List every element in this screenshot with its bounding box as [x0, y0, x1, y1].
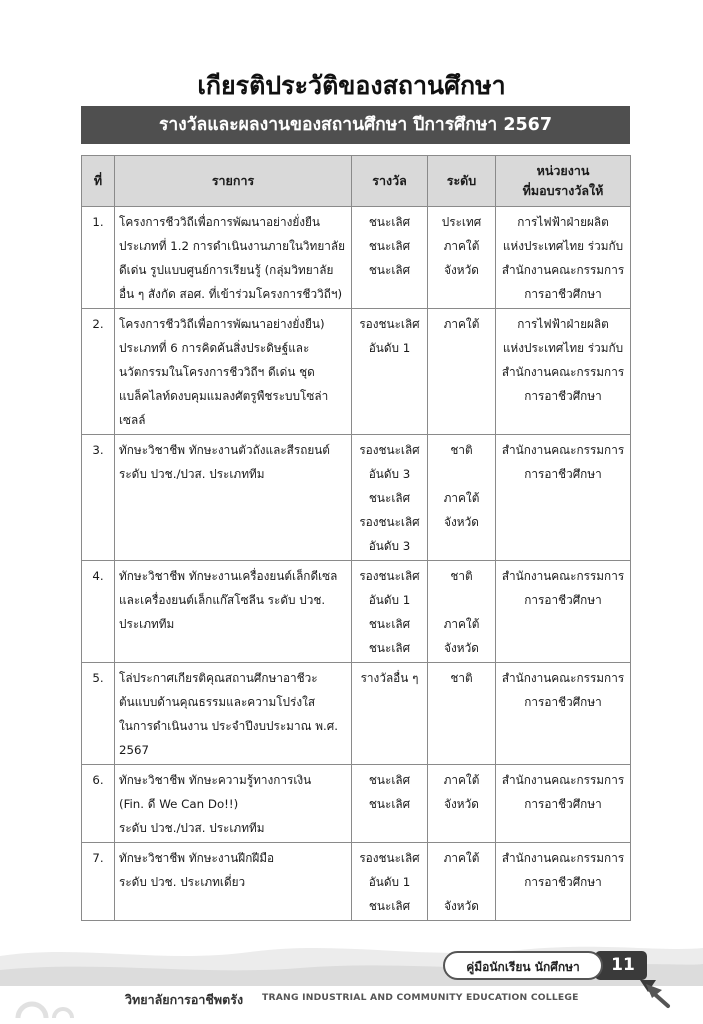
agency-line: สำนักงานคณะกรรมการ: [501, 443, 625, 457]
row-award: [352, 765, 428, 843]
agency-line: การไฟฟ้าฝ่ายผลิต: [517, 215, 609, 229]
agency-line: แห่งประเทศไทย ร่วมกับ: [502, 341, 624, 355]
page-title: เกียรติประวัติของสถานศึกษา: [197, 71, 506, 100]
level-line: ประเทศ: [441, 215, 482, 229]
agency-line: การอาชีวศึกษา: [524, 389, 602, 403]
item-line: ประเภทที่ 6 การคิดค้นสิ่งประดิษฐ์และ: [119, 341, 310, 355]
row-level: [428, 309, 496, 435]
table-row: [82, 765, 631, 843]
item-line: ระดับ ปวช. ประเภทเดี่ยว: [119, 875, 246, 889]
level-line: ภาคใต้: [443, 239, 480, 253]
table-row: [82, 843, 631, 921]
row-agency: [496, 207, 631, 309]
award-line: รองชนะเลิศ: [359, 515, 420, 529]
col-header-item: รายการ: [115, 156, 352, 207]
award-line: อันดับ 1: [368, 341, 411, 355]
award-line: ชนะเลิศ: [368, 215, 411, 229]
row-level: [428, 435, 496, 561]
item-line: (Fin. ดี We Can Do!!): [119, 797, 239, 811]
row-number: 5.: [82, 663, 115, 765]
item-line: อื่น ๆ สังกัด สอศ. ที่เข้าร่วมโครงการชีววิถีฯ): [119, 287, 343, 301]
col-header-agency: [496, 156, 631, 207]
award-line: อันดับ 1: [368, 875, 411, 889]
level-line: ภาคใต้: [443, 617, 480, 631]
award-line: อันดับ 3: [368, 539, 411, 553]
item-line: ต้นแบบด้านคุณธรรมและความโปร่งใส: [119, 695, 316, 709]
award-line: รางวัลอื่น ๆ: [360, 671, 419, 685]
handbook-label: คู่มือนักเรียน นักศึกษา: [443, 951, 603, 980]
row-number: 7.: [82, 843, 115, 921]
item-line: ประเภททีม: [119, 617, 175, 631]
row-number: 3.: [82, 435, 115, 561]
row-item: [115, 663, 352, 765]
agency-line: การอาชีวศึกษา: [524, 797, 602, 811]
col-header-agency-line2: ที่มอบรางวัลให้: [522, 183, 604, 198]
row-number: 6.: [82, 765, 115, 843]
award-line: อันดับ 1: [368, 593, 411, 607]
agency-line: สำนักงานคณะกรรมการ: [501, 263, 625, 277]
college-name-thai: วิทยาลัยการอาชีพตรัง: [125, 992, 244, 1007]
row-item: [115, 435, 352, 561]
agency-line: การอาชีวศึกษา: [524, 593, 602, 607]
item-line: แบล็คไลท์ดงบคุมแมลงศัตรูพืชระบบโซล่า: [119, 389, 329, 403]
row-agency: [496, 561, 631, 663]
table-row: [82, 663, 631, 765]
agency-line: สำนักงานคณะกรรมการ: [501, 773, 625, 787]
awards-table: [81, 155, 631, 921]
col-header-award: รางวัล: [352, 156, 428, 207]
item-line: ทักษะวิชาชีพ ทักษะงานเครื่องยนต์เล็กดีเซล: [119, 569, 338, 583]
item-line: ในการดำเนินงาน ประจำปีงบประมาณ พ.ศ.: [119, 719, 339, 733]
award-line: ชนะเลิศ: [368, 239, 411, 253]
table-row: [82, 435, 631, 561]
award-line: ชนะเลิศ: [368, 491, 411, 505]
level-line: ภาคใต้: [443, 491, 480, 505]
item-line: ระดับ ปวช./ปวส. ประเภททีม: [119, 467, 265, 481]
row-award: [352, 435, 428, 561]
level-line: ชาติ: [450, 443, 473, 457]
item-line: ดีเด่น รูปแบบศูนย์การเรียนรู้ (กลุ่มวิทยาลัย: [119, 263, 334, 277]
level-line: จังหวัด: [444, 515, 479, 529]
row-level: [428, 561, 496, 663]
section-subtitle: รางวัลและผลงานของสถานศึกษา ปีการศึกษา 2567: [81, 106, 630, 144]
award-line: รองชนะเลิศ: [359, 569, 420, 583]
level-line: ภาคใต้: [443, 773, 480, 787]
level-line: จังหวัด: [444, 899, 479, 913]
row-agency: [496, 765, 631, 843]
row-agency: [496, 663, 631, 765]
level-line: [432, 588, 491, 612]
col-header-level: ระดับ: [428, 156, 496, 207]
award-line: ชนะเลิศ: [368, 773, 411, 787]
row-level: [428, 843, 496, 921]
agency-line: สำนักงานคณะกรรมการ: [501, 851, 625, 865]
row-item: [115, 561, 352, 663]
page-number: 11: [611, 955, 635, 975]
item-line: 2567: [119, 743, 150, 757]
row-agency: [496, 309, 631, 435]
row-level: [428, 663, 496, 765]
agency-line: การอาชีวศึกษา: [524, 695, 602, 709]
row-agency: [496, 843, 631, 921]
table-header-row: [82, 156, 631, 207]
level-line: ภาคใต้: [443, 317, 480, 331]
item-line: ระดับ ปวช./ปวส. ประเภททีม: [119, 821, 265, 835]
agency-line: การอาชีวศึกษา: [524, 875, 602, 889]
row-number: 4.: [82, 561, 115, 663]
row-number: 2.: [82, 309, 115, 435]
row-item: [115, 765, 352, 843]
award-line: รองชนะเลิศ: [359, 443, 420, 457]
agency-line: สำนักงานคณะกรรมการ: [501, 671, 625, 685]
row-award: [352, 207, 428, 309]
item-line: ทักษะวิชาชีพ ทักษะงานฝีกฝีมือ: [119, 851, 275, 865]
agency-line: การอาชีวศึกษา: [524, 467, 602, 481]
row-item: [115, 207, 352, 309]
item-line: โครงการชีววิถีเพื่อการพัฒนาอย่างยั่งยืน): [119, 317, 325, 331]
award-line: รองชนะเลิศ: [359, 851, 420, 865]
row-level: [428, 765, 496, 843]
item-line: เซลล์: [119, 413, 146, 427]
row-agency: [496, 435, 631, 561]
item-line: โล่ประกาศเกียรติคุณสถานศึกษาอาชีวะ: [119, 671, 318, 685]
row-award: [352, 309, 428, 435]
level-line: จังหวัด: [444, 641, 479, 655]
award-line: อันดับ 3: [368, 467, 411, 481]
item-line: ประเภทที่ 1.2 การดำเนินงานภายในวิทยาลัย: [119, 239, 345, 253]
table-row: [82, 561, 631, 663]
agency-line: สำนักงานคณะกรรมการ: [501, 365, 625, 379]
row-number: 1.: [82, 207, 115, 309]
level-line: ภาคใต้: [443, 851, 480, 865]
level-line: ชาติ: [450, 569, 473, 583]
agency-line: แห่งประเทศไทย ร่วมกับ: [502, 239, 624, 253]
row-item: [115, 309, 352, 435]
row-award: [352, 843, 428, 921]
award-line: ชนะเลิศ: [368, 617, 411, 631]
table-row: [82, 207, 631, 309]
level-line: [432, 870, 491, 894]
item-line: ทักษะวิชาชีพ ทักษะความรู้ทางการเงิน: [119, 773, 312, 787]
row-award: [352, 561, 428, 663]
award-line: ชนะเลิศ: [368, 797, 411, 811]
item-line: โครงการชีววิถีเพื่อการพัฒนาอย่างยั่งยืน: [119, 215, 320, 229]
item-line: นวัตกรรมในโครงการชีววิถีฯ ดีเด่น ชุด: [119, 365, 315, 379]
award-line: ชนะเลิศ: [368, 641, 411, 655]
agency-line: การอาชีวศึกษา: [524, 287, 602, 301]
award-line: รองชนะเลิศ: [359, 317, 420, 331]
row-award: [352, 663, 428, 765]
item-line: และเครื่องยนต์เล็กแก๊สโซลีน ระดับ ปวช.: [119, 593, 326, 607]
row-item: [115, 843, 352, 921]
row-level: [428, 207, 496, 309]
award-line: ชนะเลิศ: [368, 899, 411, 913]
agency-line: การไฟฟ้าฝ่ายผลิต: [517, 317, 609, 331]
level-line: [432, 462, 491, 486]
table-row: [82, 309, 631, 435]
level-line: ชาติ: [450, 671, 473, 685]
level-line: จังหวัด: [444, 797, 479, 811]
col-header-number: ที่: [82, 156, 115, 207]
college-name-english: TRANG INDUSTRIAL AND COMMUNITY EDUCATION COLLEGE: [262, 992, 579, 1003]
agency-line: สำนักงานคณะกรรมการ: [501, 569, 625, 583]
award-line: ชนะเลิศ: [368, 263, 411, 277]
level-line: จังหวัด: [444, 263, 479, 277]
col-header-agency-line1: หน่วยงาน: [536, 163, 590, 178]
item-line: ทักษะวิชาชีพ ทักษะงานตัวถังและสีรถยนต์: [119, 443, 330, 457]
